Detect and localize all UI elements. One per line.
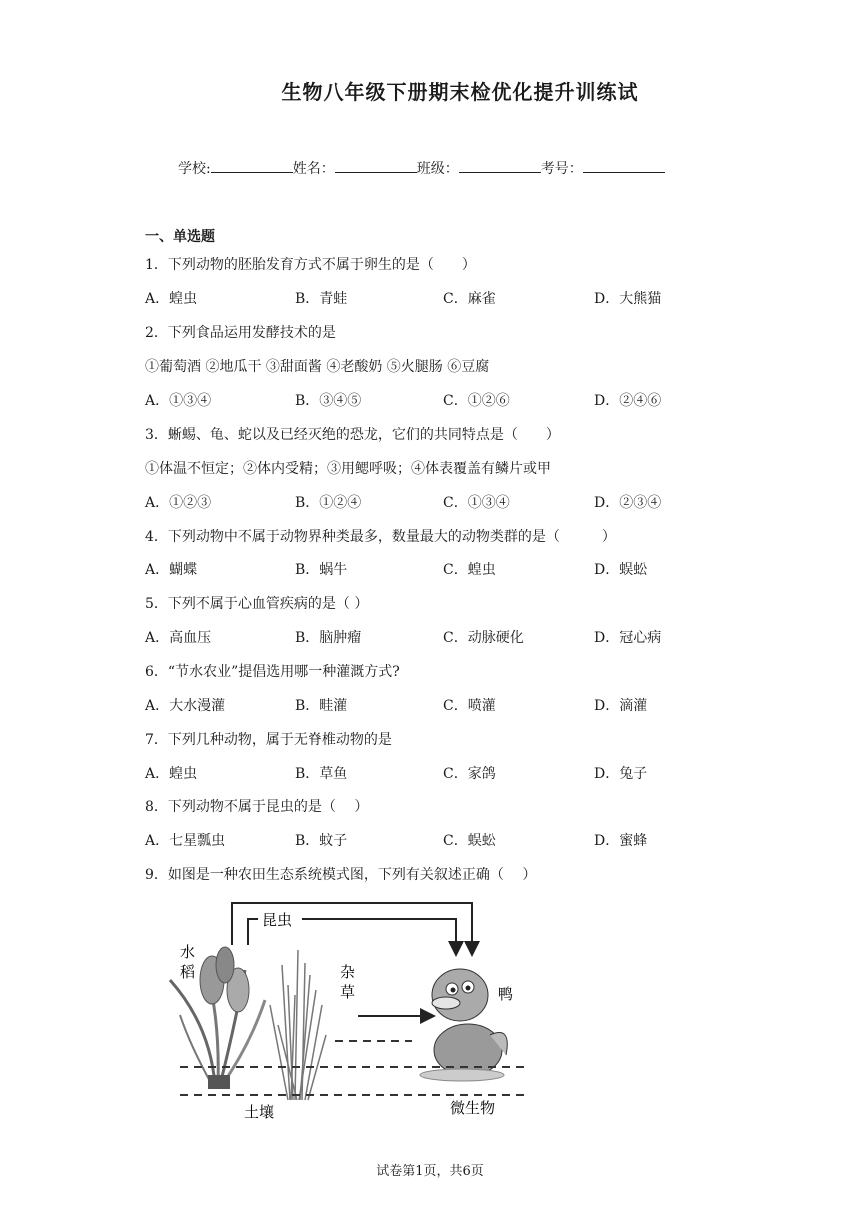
duck-icon — [420, 969, 507, 1081]
label-weed-1: 杂 — [340, 963, 356, 981]
question-stem: 2．下列食品运用发酵技术的是 — [145, 325, 336, 341]
option-b: B．脑肿瘤 — [295, 630, 362, 646]
label-rice-1: 水 — [180, 943, 196, 961]
option-a: A．①③④ — [145, 393, 212, 409]
option-d: D．兔子 — [594, 766, 648, 782]
option-b: B．青蛙 — [295, 291, 348, 307]
section-heading: 一、单选题 — [145, 229, 215, 245]
question-stem: 9．如图是一种农田生态系统模式图，下列有关叙述正确（ ） — [145, 867, 537, 883]
question-sub-items: ①体温不恒定；②体内受精；③用鳃呼吸；④体表覆盖有鳞片或甲 — [145, 461, 551, 477]
student-info-line — [178, 158, 665, 178]
question-stem: 3．蜥蜴、龟、蛇以及已经灭绝的恐龙，它们的共同特点是（ ） — [145, 427, 560, 443]
option-d: D．②④⑥ — [594, 393, 662, 409]
question-stem: 4．下列动物中不属于动物界种类最多，数量最大的动物类群的是（ ） — [145, 529, 616, 545]
option-b: B．蚊子 — [295, 833, 348, 849]
label-insect: 昆虫 — [262, 911, 293, 929]
option-a: A．蝴蝶 — [145, 562, 198, 578]
option-a: A．蝗虫 — [145, 766, 198, 782]
label-weed-2: 草 — [340, 983, 356, 1001]
label-soil: 土壤 — [244, 1103, 275, 1121]
option-d: D．②③④ — [594, 495, 662, 511]
option-a: A．蝗虫 — [145, 291, 198, 307]
class-label: 班级： — [416, 161, 459, 177]
option-b: B．①②④ — [295, 495, 362, 511]
question-stem: 6．“节水农业”提倡选用哪一种灌溉方式? — [145, 664, 400, 680]
question-sub-items: ①葡萄酒 ②地瓜干 ③甜面酱 ④老酸奶 ⑤火腿肠 ⑥豆腐 — [145, 359, 490, 375]
page-footer: 试卷第1页，共6页 — [376, 1164, 484, 1179]
exam-no-blank — [583, 158, 665, 173]
option-c: C．蝗虫 — [443, 562, 496, 578]
page-title: 生物八年级下册期末检优化提升训练试 — [281, 80, 639, 104]
option-d: D．蜜蜂 — [594, 833, 648, 849]
school-label: 学校: — [178, 161, 211, 177]
option-b: B．畦灌 — [295, 698, 348, 714]
option-c: C．麻雀 — [443, 291, 496, 307]
question-stem: 5．下列不属于心血管疾病的是（ ） — [145, 596, 369, 612]
option-c: C．①②⑥ — [443, 393, 510, 409]
farmland-ecosystem-diagram — [150, 895, 540, 1125]
exam-no-label: 考号： — [540, 161, 583, 177]
option-a: A．七星瓢虫 — [145, 833, 226, 849]
weed-plant-icon — [270, 950, 326, 1100]
option-c: C．喷灌 — [443, 698, 496, 714]
question-stem: 7．下列几种动物，属于无脊椎动物的是 — [145, 732, 392, 748]
option-c: C．动脉硬化 — [443, 630, 524, 646]
option-c: C．①③④ — [443, 495, 510, 511]
option-a: A．①②③ — [145, 495, 212, 511]
label-duck: 鸭 — [498, 985, 514, 1003]
option-a: A．大水漫灌 — [145, 698, 226, 714]
option-b: B．草鱼 — [295, 766, 348, 782]
class-blank — [459, 158, 541, 173]
option-c: C．家鸽 — [443, 766, 496, 782]
option-d: D．蜈蚣 — [594, 562, 648, 578]
option-b: B．③④⑤ — [295, 393, 362, 409]
label-rice-2: 稻 — [180, 963, 196, 981]
option-c: C．蜈蚣 — [443, 833, 496, 849]
name-blank — [335, 158, 417, 173]
label-microbe: 微生物 — [450, 1099, 496, 1117]
option-d: D．滴灌 — [594, 698, 648, 714]
question-stem: 1．下列动物的胚胎发育方式不属于卵生的是（ ） — [145, 257, 476, 273]
option-a: A．高血压 — [145, 630, 212, 646]
option-b: B．蜗牛 — [295, 562, 348, 578]
question-stem: 8．下列动物不属于昆虫的是（ ） — [145, 799, 369, 815]
option-d: D．冠心病 — [594, 630, 662, 646]
option-d: D．大熊猫 — [594, 291, 662, 307]
name-label: 姓名： — [292, 161, 335, 177]
school-blank — [211, 158, 293, 173]
